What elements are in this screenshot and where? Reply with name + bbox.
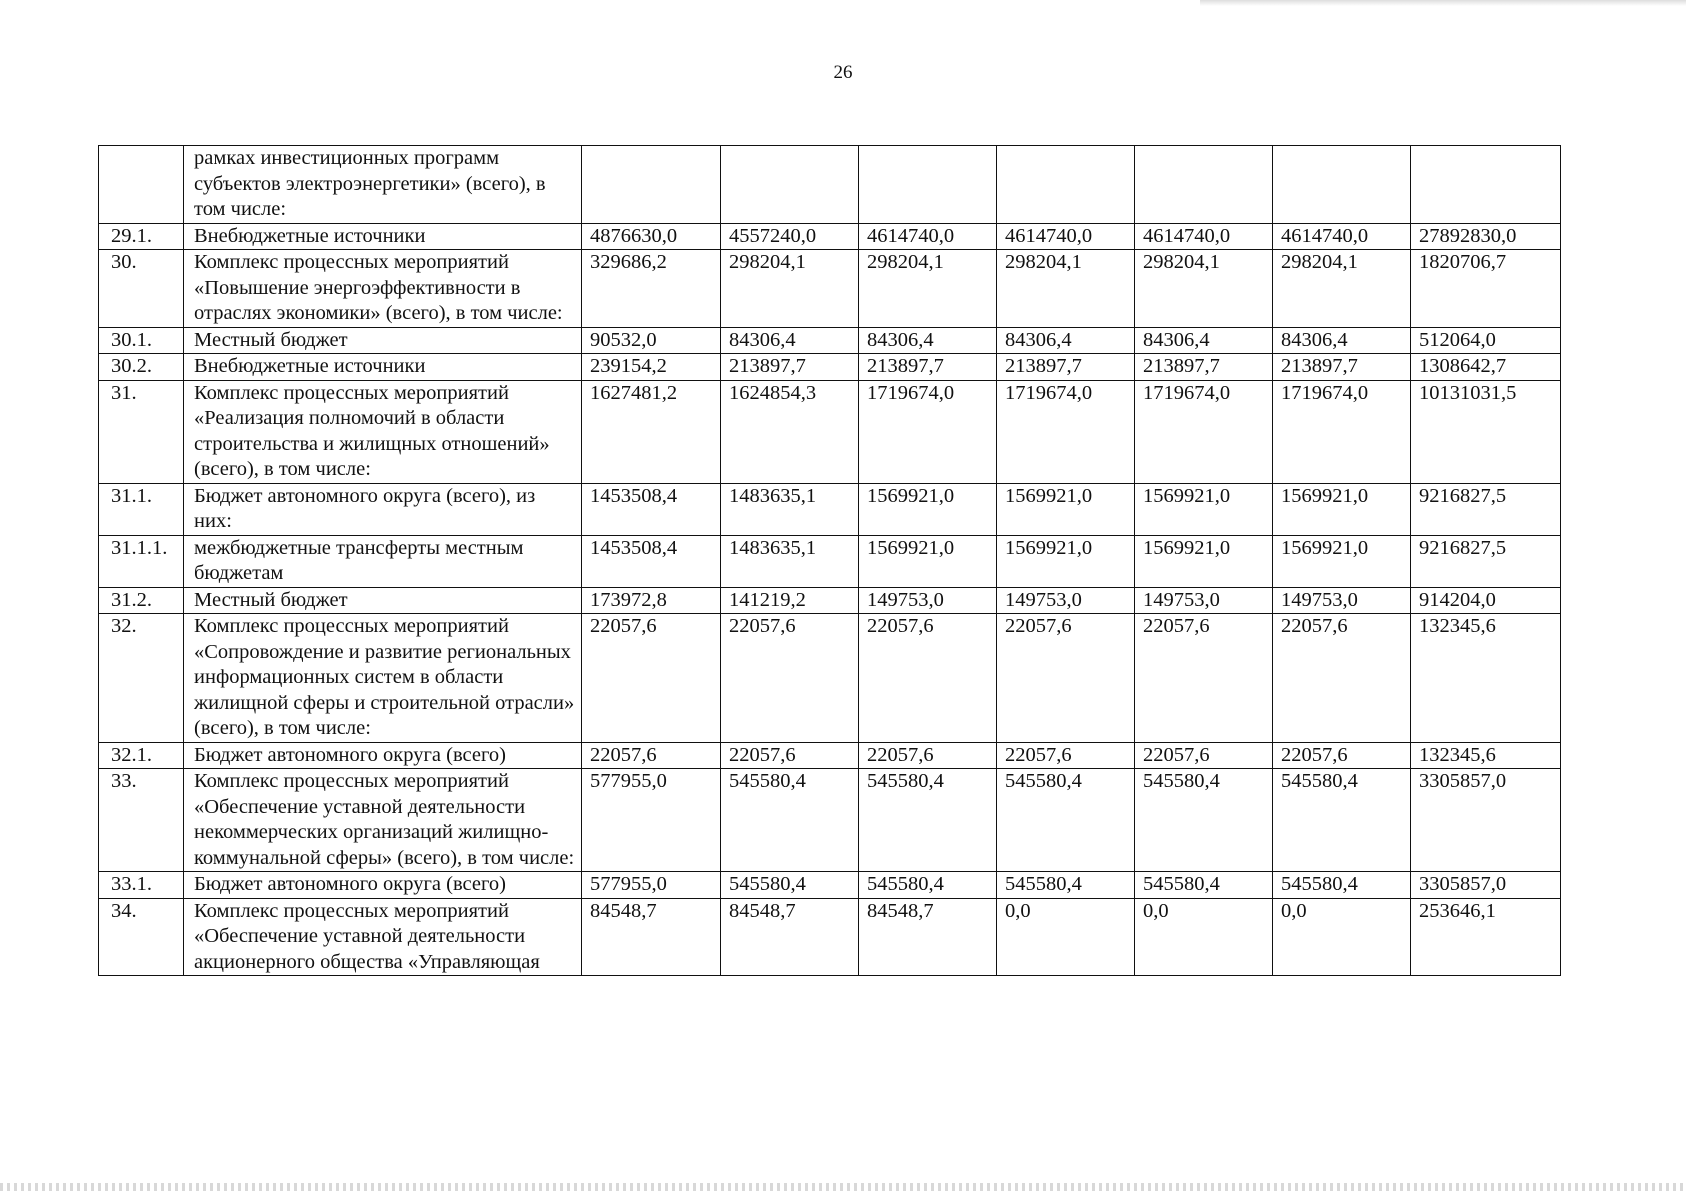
year-value-cell: 1569921,0 xyxy=(1135,535,1273,587)
year-value-cell: 213897,7 xyxy=(859,354,997,381)
year-value-cell: 1569921,0 xyxy=(859,483,997,535)
row-name-cell: Комплекс процессных мероприятий «Обеспечение уставной деятельности некоммерческих организаций жилищно-коммунальной сферы» (всего), в том числе: xyxy=(184,769,582,872)
row-number-cell: 30. xyxy=(99,250,184,328)
table-row xyxy=(99,742,1561,769)
year-value-cell: 577955,0 xyxy=(582,769,721,872)
year-value-cell: 0,0 xyxy=(1135,898,1273,976)
total-value-cell: 10131031,5 xyxy=(1411,380,1561,483)
year-value-cell: 0,0 xyxy=(1273,898,1411,976)
total-value-cell: 132345,6 xyxy=(1411,614,1561,743)
year-value-cell: 149753,0 xyxy=(997,587,1135,614)
year-value-cell: 4614740,0 xyxy=(859,223,997,250)
year-value-cell: 1569921,0 xyxy=(997,483,1135,535)
year-value-cell xyxy=(997,146,1135,224)
total-value-cell: 3305857,0 xyxy=(1411,872,1561,899)
year-value-cell: 1719674,0 xyxy=(997,380,1135,483)
year-value-cell: 22057,6 xyxy=(1273,614,1411,743)
year-value-cell: 4614740,0 xyxy=(1273,223,1411,250)
row-name-cell: Комплекс процессных мероприятий «Сопровождение и развитие региональных информационных систем в области жилищной сферы и строительной отрасли» (всего), в том числе: xyxy=(184,614,582,743)
year-value-cell: 545580,4 xyxy=(1273,872,1411,899)
year-value-cell: 1569921,0 xyxy=(1135,483,1273,535)
total-value-cell: 1308642,7 xyxy=(1411,354,1561,381)
year-value-cell: 84306,4 xyxy=(859,327,997,354)
row-name-cell: рамках инвестиционных программ субъектов электроэнергетики» (всего), в том числе: xyxy=(184,146,582,224)
year-value-cell: 213897,7 xyxy=(997,354,1135,381)
year-value-cell: 22057,6 xyxy=(582,742,721,769)
table-row xyxy=(99,483,1561,535)
table-row xyxy=(99,898,1561,976)
row-name-cell: Бюджет автономного округа (всего) xyxy=(184,742,582,769)
year-value-cell: 545580,4 xyxy=(1135,769,1273,872)
year-value-cell: 1483635,1 xyxy=(721,483,859,535)
year-value-cell: 22057,6 xyxy=(859,614,997,743)
row-number-cell: 30.1. xyxy=(99,327,184,354)
year-value-cell: 298204,1 xyxy=(1135,250,1273,328)
year-value-cell: 545580,4 xyxy=(997,769,1135,872)
table-row xyxy=(99,769,1561,872)
table-row xyxy=(99,380,1561,483)
table-row xyxy=(99,327,1561,354)
year-value-cell: 213897,7 xyxy=(1273,354,1411,381)
row-name-cell: Комплекс процессных мероприятий «Реализация полномочий в области строительства и жилищных отношений» (всего), в том числе: xyxy=(184,380,582,483)
year-value-cell: 545580,4 xyxy=(997,872,1135,899)
year-value-cell: 4614740,0 xyxy=(1135,223,1273,250)
year-value-cell xyxy=(1273,146,1411,224)
year-value-cell: 141219,2 xyxy=(721,587,859,614)
year-value-cell: 22057,6 xyxy=(859,742,997,769)
row-name-cell: Комплекс процессных мероприятий «Обеспечение уставной деятельности акционерного общества «Управляющая xyxy=(184,898,582,976)
year-value-cell: 329686,2 xyxy=(582,250,721,328)
year-value-cell: 84306,4 xyxy=(721,327,859,354)
row-number-cell: 32.1. xyxy=(99,742,184,769)
year-value-cell: 298204,1 xyxy=(859,250,997,328)
row-number-cell: 31. xyxy=(99,380,184,483)
year-value-cell xyxy=(721,146,859,224)
table-row xyxy=(99,614,1561,743)
row-name-cell: Местный бюджет xyxy=(184,327,582,354)
year-value-cell: 1453508,4 xyxy=(582,535,721,587)
year-value-cell: 22057,6 xyxy=(721,742,859,769)
row-number-cell: 30.2. xyxy=(99,354,184,381)
year-value-cell: 0,0 xyxy=(997,898,1135,976)
table-row xyxy=(99,146,1561,224)
year-value-cell: 4876630,0 xyxy=(582,223,721,250)
table-row xyxy=(99,223,1561,250)
total-value-cell: 253646,1 xyxy=(1411,898,1561,976)
table-row xyxy=(99,872,1561,899)
year-value-cell: 84548,7 xyxy=(721,898,859,976)
year-value-cell: 84306,4 xyxy=(1273,327,1411,354)
total-value-cell: 3305857,0 xyxy=(1411,769,1561,872)
total-value-cell: 512064,0 xyxy=(1411,327,1561,354)
year-value-cell: 1569921,0 xyxy=(997,535,1135,587)
row-number-cell: 31.1.1. xyxy=(99,535,184,587)
year-value-cell: 545580,4 xyxy=(1135,872,1273,899)
year-value-cell: 545580,4 xyxy=(1273,769,1411,872)
year-value-cell: 1719674,0 xyxy=(1135,380,1273,483)
table-row xyxy=(99,250,1561,328)
budget-table-body xyxy=(99,146,1561,976)
row-number-cell: 34. xyxy=(99,898,184,976)
year-value-cell: 239154,2 xyxy=(582,354,721,381)
year-value-cell: 545580,4 xyxy=(721,872,859,899)
table-row xyxy=(99,354,1561,381)
year-value-cell: 1453508,4 xyxy=(582,483,721,535)
year-value-cell: 298204,1 xyxy=(1273,250,1411,328)
row-name-cell: Комплекс процессных мероприятий «Повышение энергоэффективности в отраслях экономики» (всего), в том числе: xyxy=(184,250,582,328)
year-value-cell: 90532,0 xyxy=(582,327,721,354)
year-value-cell: 1719674,0 xyxy=(859,380,997,483)
total-value-cell: 27892830,0 xyxy=(1411,223,1561,250)
row-name-cell: межбюджетные трансферты местным бюджетам xyxy=(184,535,582,587)
year-value-cell: 1483635,1 xyxy=(721,535,859,587)
year-value-cell xyxy=(582,146,721,224)
total-value-cell: 9216827,5 xyxy=(1411,483,1561,535)
table-row xyxy=(99,587,1561,614)
year-value-cell xyxy=(1135,146,1273,224)
scan-edge-bottom xyxy=(0,1183,1686,1191)
year-value-cell: 149753,0 xyxy=(1135,587,1273,614)
row-number-cell: 31.1. xyxy=(99,483,184,535)
year-value-cell: 22057,6 xyxy=(997,742,1135,769)
row-number-cell: 33. xyxy=(99,769,184,872)
year-value-cell: 173972,8 xyxy=(582,587,721,614)
year-value-cell: 1569921,0 xyxy=(1273,535,1411,587)
year-value-cell: 577955,0 xyxy=(582,872,721,899)
year-value-cell: 1627481,2 xyxy=(582,380,721,483)
year-value-cell: 298204,1 xyxy=(721,250,859,328)
total-value-cell: 132345,6 xyxy=(1411,742,1561,769)
row-name-cell: Бюджет автономного округа (всего), из них: xyxy=(184,483,582,535)
year-value-cell: 1569921,0 xyxy=(1273,483,1411,535)
row-name-cell: Внебюджетные источники xyxy=(184,354,582,381)
year-value-cell: 149753,0 xyxy=(859,587,997,614)
year-value-cell: 22057,6 xyxy=(1135,614,1273,743)
scan-edge-top xyxy=(1200,0,1686,6)
row-name-cell: Местный бюджет xyxy=(184,587,582,614)
total-value-cell: 914204,0 xyxy=(1411,587,1561,614)
row-number-cell: 33.1. xyxy=(99,872,184,899)
year-value-cell: 4614740,0 xyxy=(997,223,1135,250)
budget-table xyxy=(98,145,1561,976)
year-value-cell: 1719674,0 xyxy=(1273,380,1411,483)
year-value-cell: 545580,4 xyxy=(721,769,859,872)
year-value-cell: 213897,7 xyxy=(1135,354,1273,381)
row-name-cell: Внебюджетные источники xyxy=(184,223,582,250)
year-value-cell: 298204,1 xyxy=(997,250,1135,328)
year-value-cell: 84306,4 xyxy=(997,327,1135,354)
total-value-cell xyxy=(1411,146,1561,224)
year-value-cell: 22057,6 xyxy=(997,614,1135,743)
year-value-cell: 84306,4 xyxy=(1135,327,1273,354)
total-value-cell: 1820706,7 xyxy=(1411,250,1561,328)
year-value-cell: 1569921,0 xyxy=(859,535,997,587)
year-value-cell: 22057,6 xyxy=(582,614,721,743)
year-value-cell: 22057,6 xyxy=(1135,742,1273,769)
year-value-cell: 149753,0 xyxy=(1273,587,1411,614)
year-value-cell: 545580,4 xyxy=(859,872,997,899)
year-value-cell xyxy=(859,146,997,224)
row-name-cell: Бюджет автономного округа (всего) xyxy=(184,872,582,899)
year-value-cell: 4557240,0 xyxy=(721,223,859,250)
year-value-cell: 84548,7 xyxy=(859,898,997,976)
row-number-cell: 32. xyxy=(99,614,184,743)
row-number-cell xyxy=(99,146,184,224)
year-value-cell: 22057,6 xyxy=(721,614,859,743)
year-value-cell: 22057,6 xyxy=(1273,742,1411,769)
year-value-cell: 213897,7 xyxy=(721,354,859,381)
row-number-cell: 29.1. xyxy=(99,223,184,250)
year-value-cell: 84548,7 xyxy=(582,898,721,976)
total-value-cell: 9216827,5 xyxy=(1411,535,1561,587)
row-number-cell: 31.2. xyxy=(99,587,184,614)
table-row xyxy=(99,535,1561,587)
year-value-cell: 1624854,3 xyxy=(721,380,859,483)
year-value-cell: 545580,4 xyxy=(859,769,997,872)
page-number: 26 xyxy=(833,62,853,83)
